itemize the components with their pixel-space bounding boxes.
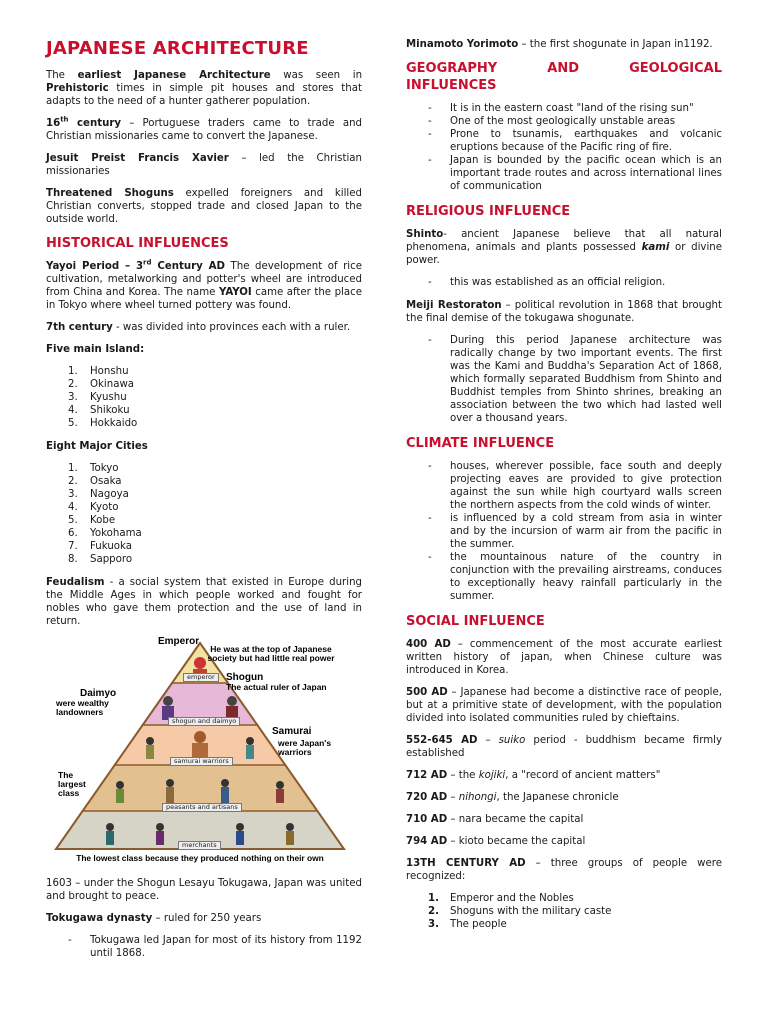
- meiji-text: – political revolution in 1868 that brought the final demise of the tokugawa shogunate.: [406, 300, 722, 324]
- cities-heading: Eight Major Cities: [46, 441, 148, 452]
- pyramid-shogun-label: Shogun: [226, 672, 264, 683]
- yayoi-paragraph: [46, 260, 362, 312]
- tag-peasants: peasants and artisans: [162, 803, 242, 812]
- minamoto-label: Minamoto Yorimoto: [406, 39, 519, 50]
- shoguns-paragraph: [46, 187, 362, 226]
- cities-list: [68, 462, 362, 566]
- tag-shogun: shogun and daimyo: [168, 717, 240, 726]
- left-column: [46, 38, 362, 970]
- geo-heading-line-2: INFLUENCES: [406, 78, 497, 93]
- groups-list: [428, 892, 722, 931]
- social-552-paragraph: 552-645 AD – suiko period - buddhism became firmly established: [406, 735, 722, 759]
- islands-heading: Five main Island:: [46, 344, 145, 355]
- list-item: 6. Yokohama: [68, 528, 142, 539]
- tokugawa-text: – ruled for 250 years: [152, 913, 262, 924]
- minamoto-text: – the first shogunate in Japan in1192.: [518, 39, 713, 50]
- shoguns-text: expelled foreigners and killed Christian converts, stopped trade and closed Japan to the outside world.: [46, 188, 362, 225]
- seventh-text: - was divided into provinces each with a ruler.: [112, 322, 351, 333]
- shinto-kami: kami: [641, 242, 670, 253]
- social-712-paragraph: 712 AD – the kojiki, a "record of ancient matters": [406, 770, 661, 781]
- feudalism-label: Feudalism: [46, 577, 105, 588]
- social-400-paragraph: 400 AD – commencement of the most accurate earliest written history of japan, when Chinese culture was introduced in Korea.: [406, 639, 722, 676]
- list-item: 4. Shikoku: [68, 405, 130, 416]
- list-item: 3. The people: [428, 919, 507, 930]
- meiji-list: [428, 334, 722, 425]
- pyramid-emperor-note: He was at the top of Japanese society but had little real power: [207, 644, 335, 663]
- list-item: - Prone to tsunamis, earthquakes and volcanic eruptions because of the Pacific ring of fire.: [428, 129, 722, 153]
- yayoi-label2: Century AD: [151, 261, 225, 272]
- geo-heading-word-2: AND: [547, 61, 580, 76]
- list-item: - this was established as an official religion.: [428, 277, 666, 288]
- tag-samurai: samurai warriors: [170, 757, 233, 766]
- pyramid-samurai-note: were Japan's warriors: [278, 738, 332, 757]
- list-item: 4. Kyoto: [68, 502, 119, 513]
- climate-list: [428, 460, 722, 603]
- yayoi-text-2: came after the place in Tokyo where wheel turned pottery was found.: [46, 287, 362, 311]
- shinto-paragraph: [406, 228, 722, 267]
- list-item: - Japan is bounded by the pacific ocean which is an important trade routes and across international lines of communication: [428, 155, 722, 192]
- century16-label: 16: [46, 118, 61, 129]
- century16-label2: century: [68, 118, 122, 129]
- shoguns-label: Threatened Shoguns: [46, 188, 174, 199]
- yayoi-sup: rd: [143, 258, 152, 267]
- feudal-pyramid-illustration: [50, 637, 350, 865]
- feudalism-text: - a social system that existed in Europe during the Middle Ages in which people worked and fought for nobles who gave them protection and the use of land in return.: [46, 577, 362, 627]
- jesuit-text: – led the Christian missionaries: [46, 153, 362, 177]
- list-item: - houses, wherever possible, face south and deeply projecting eaves are provided to give protection against the sun while high courtyard walls screen the northern aspects from the cold winds of winter.: [428, 461, 722, 511]
- pyramid-emperor-label: Emperor: [158, 636, 200, 647]
- pyramid-daimyo-note: were wealthy landowners: [56, 698, 109, 717]
- tokugawa-label: Tokugawa dynasty: [46, 913, 153, 924]
- list-item: 3. Kyushu: [68, 392, 127, 403]
- list-item: 5. Kobe: [68, 515, 116, 526]
- list-item: 1. Tokyo: [68, 463, 119, 474]
- tag-merchants: merchants: [178, 841, 221, 850]
- climate-heading: CLIMATE INFLUENCE: [406, 436, 555, 451]
- yayoi-name: YAYOI: [218, 287, 252, 298]
- list-item: 2. Osaka: [68, 476, 122, 487]
- shinto-text-1: - ancient Japanese believe that all natural phenomena, animals and plants possessed: [406, 229, 722, 253]
- pyramid-largest-label: The largest class: [58, 770, 86, 798]
- minamoto-paragraph: [406, 38, 722, 51]
- list-item: 8. Sapporo: [68, 554, 133, 565]
- meiji-label: Meiji Restoraton: [406, 300, 502, 311]
- pyramid-daimyo-label: Daimyo: [80, 688, 117, 699]
- list-item: 2. Shoguns with the military caste: [428, 906, 612, 917]
- list-item: 7. Fukuoka: [68, 541, 132, 552]
- century16-text: – Portuguese traders came to trade and Christian missionaries came to convert the Japanese.: [46, 118, 362, 142]
- intro-text-1: The: [46, 70, 78, 81]
- list-item: - One of the most geologically unstable areas: [428, 116, 676, 127]
- social-500-paragraph: 500 AD – Japanese had become a distinctive race of people, but at a primitive state of development, with the population divided into isolated communities ruled by chieftains.: [406, 687, 723, 724]
- list-item: 5. Hokkaido: [68, 418, 138, 429]
- geo-heading-word-1: GEOGRAPHY: [406, 61, 498, 76]
- list-item: 2. Okinawa: [68, 379, 135, 390]
- pyramid-samurai-label: Samurai: [272, 726, 312, 737]
- century16-paragraph: [46, 117, 362, 143]
- social-720-paragraph: 720 AD – nihongi, the Japanese chronicle: [406, 792, 619, 803]
- tokugawa-list: [68, 934, 362, 960]
- social-13th-paragraph: 13TH CENTURY AD – three groups of people were recognized:: [406, 858, 722, 882]
- shinto-list: [428, 276, 722, 289]
- jesuit-paragraph: [46, 152, 362, 178]
- intro-bold-2: Prehistoric: [46, 83, 109, 94]
- seventh-century-paragraph: [46, 321, 362, 334]
- tag-emperor: emperor: [183, 673, 219, 682]
- shinto-label: Shinto: [406, 229, 444, 240]
- list-item: 1. Honshu: [68, 366, 129, 377]
- right-column: [406, 38, 722, 941]
- list-item: - During this period Japanese architecture was radically change by two important events. The first was the Kami and Buddha's Separation Act of 1868, which formally separated Buddhism from Shinto and Buddhist temples from Shinto shrines, breaking an association between the two which had lasted well over a thousand years.: [428, 335, 722, 424]
- yayoi-label: Yayoi Period – 3: [46, 261, 144, 272]
- islands-list: [68, 365, 362, 430]
- social-794-paragraph: 794 AD – kioto became the capital: [406, 836, 586, 847]
- yayoi-text-1: The development of rice cultivation, metalworking and potter's wheel are introduced from China and Korea. The name: [46, 261, 362, 298]
- intro-bold-1: earliest Japanese Architecture: [77, 70, 271, 81]
- list-item: - Tokugawa led Japan for most of its history from 1192 until 1868.: [68, 935, 362, 959]
- page-title: JAPANESE ARCHITECTURE: [46, 38, 309, 59]
- intro-text-3: times in simple pit houses and stores that adapts to the need of a hunter gatherer population.: [46, 83, 362, 107]
- religious-heading: RELIGIOUS INFLUENCE: [406, 204, 571, 219]
- shinto-text-2: or divine power.: [406, 242, 722, 266]
- meiji-paragraph: [406, 299, 722, 325]
- intro-paragraph: [46, 69, 362, 108]
- tokugawa-paragraph: [46, 912, 362, 925]
- social-heading: SOCIAL INFLUENCE: [406, 614, 545, 629]
- list-item: 1. Emperor and the Nobles: [428, 893, 574, 904]
- geography-list: [428, 102, 722, 193]
- intro-text-2: was seen in: [270, 70, 363, 81]
- jesuit-label: Jesuit Preist Francis Xavier: [46, 153, 229, 164]
- y1603-paragraph: 1603 – under the Shogun Lesayu Tokugawa, Japan was united and brought to peace.: [46, 878, 362, 902]
- pyramid-shogun-note: The actual ruler of Japan: [226, 682, 327, 692]
- geo-heading-word-3: GEOLOGICAL: [629, 61, 722, 76]
- list-item: - is influenced by a cold stream from asia in winter and by the incursion of warm air from the pacific in the summer.: [428, 513, 722, 550]
- pyramid-bottom-caption: The lowest class because they produced nothing on their own: [76, 853, 324, 863]
- list-item: - It is in the eastern coast "land of the rising sun": [428, 103, 694, 114]
- historical-heading: HISTORICAL INFLUENCES: [46, 236, 229, 251]
- geography-heading: [406, 60, 722, 94]
- seventh-label: 7th century: [46, 322, 113, 333]
- social-710-paragraph: 710 AD – nara became the capital: [406, 814, 584, 825]
- list-item: - the mountainous nature of the country in conjunction with the prevailing airstreams, conduces to exceptionally heavy rainfall particularly in the summer.: [428, 552, 722, 602]
- feudalism-paragraph: [46, 576, 362, 628]
- century16-sup: th: [60, 115, 69, 124]
- list-item: 3. Nagoya: [68, 489, 129, 500]
